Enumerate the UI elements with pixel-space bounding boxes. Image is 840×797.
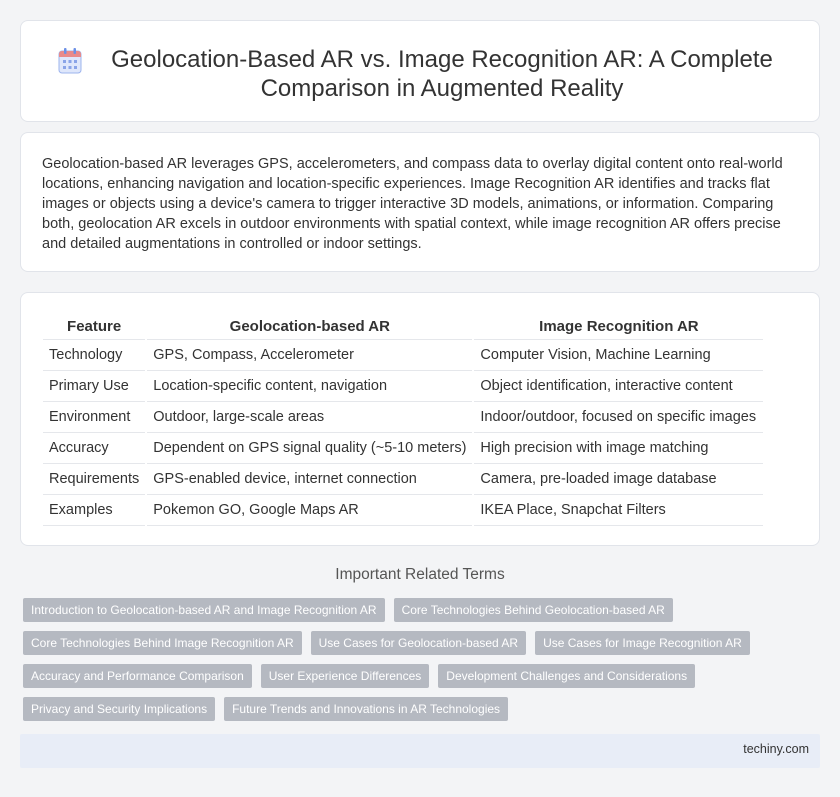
header-geolocation: Geolocation-based AR [146, 313, 473, 339]
image-recognition-cell: Computer Vision, Machine Learning [473, 339, 763, 370]
geolocation-cell: Location-specific content, navigation [146, 370, 473, 401]
image-recognition-cell: High precision with image matching [473, 432, 763, 463]
calendar-icon [58, 48, 82, 74]
related-term-tag[interactable]: User Experience Differences [261, 664, 430, 688]
intro-paragraph: Geolocation-based AR leverages GPS, accelerometers, and compass data to overlay digital content onto real-world locations, enhancing navigation and location-specific experiences. Image Recognition AR identifies and tracks flat images or objects using a device's camera to trigger interactive 3D models, animations, or information. Comparing both, geolocation AR excels in outdoor environments with spatial context, while image recognition AR offers precise and detailed augmentations in controlled or indoor settings. [42, 156, 783, 252]
table-row [43, 463, 763, 494]
title-row [21, 45, 819, 103]
feature-cell: Examples [43, 494, 146, 525]
geolocation-cell: Pokemon GO, Google Maps AR [146, 494, 473, 525]
related-term-tag[interactable]: Core Technologies Behind Geolocation-based AR [394, 598, 673, 622]
image-recognition-cell: IKEA Place, Snapchat Filters [473, 494, 763, 525]
related-term-tag[interactable]: Development Challenges and Considerations [438, 664, 695, 688]
related-term-tag[interactable]: Future Trends and Innovations in AR Technologies [224, 697, 508, 721]
related-term-tag[interactable]: Accuracy and Performance Comparison [23, 664, 252, 688]
header-image-recognition: Image Recognition AR [473, 313, 763, 339]
page-title: Geolocation-Based AR vs. Image Recognition AR: A Complete Comparison in Augmented Reality [111, 46, 773, 102]
related-terms-title: Important Related Terms [335, 566, 505, 583]
feature-cell: Environment [43, 401, 146, 432]
footer-bar [20, 734, 820, 768]
geolocation-cell: Outdoor, large-scale areas [146, 401, 473, 432]
feature-cell: Accuracy [43, 432, 146, 463]
table-row [43, 370, 763, 401]
table-row [43, 494, 763, 525]
image-recognition-cell: Object identification, interactive content [473, 370, 763, 401]
image-recognition-cell: Camera, pre-loaded image database [473, 463, 763, 494]
feature-cell: Technology [43, 339, 146, 370]
header-card [20, 20, 820, 122]
comparison-card [20, 292, 820, 546]
related-term-tag[interactable]: Introduction to Geolocation-based AR and Image Recognition AR [23, 598, 385, 622]
table-row [43, 432, 763, 463]
footer-site-link[interactable]: techiny.com [743, 742, 809, 756]
comparison-table [43, 313, 763, 526]
table-row [43, 401, 763, 432]
geolocation-cell: Dependent on GPS signal quality (~5-10 meters) [146, 432, 473, 463]
feature-cell: Primary Use [43, 370, 146, 401]
geolocation-cell: GPS, Compass, Accelerometer [146, 339, 473, 370]
table-header-row [43, 313, 763, 339]
feature-cell: Requirements [43, 463, 146, 494]
related-term-tag[interactable]: Privacy and Security Implications [23, 697, 215, 721]
header-feature: Feature [43, 313, 146, 339]
related-term-tag[interactable]: Use Cases for Image Recognition AR [535, 631, 750, 655]
related-terms-list [23, 598, 823, 721]
related-term-tag[interactable]: Core Technologies Behind Image Recognition AR [23, 631, 302, 655]
related-term-tag[interactable]: Use Cases for Geolocation-based AR [311, 631, 526, 655]
geolocation-cell: GPS-enabled device, internet connection [146, 463, 473, 494]
intro-card [20, 132, 820, 272]
image-recognition-cell: Indoor/outdoor, focused on specific images [473, 401, 763, 432]
table-row [43, 339, 763, 370]
